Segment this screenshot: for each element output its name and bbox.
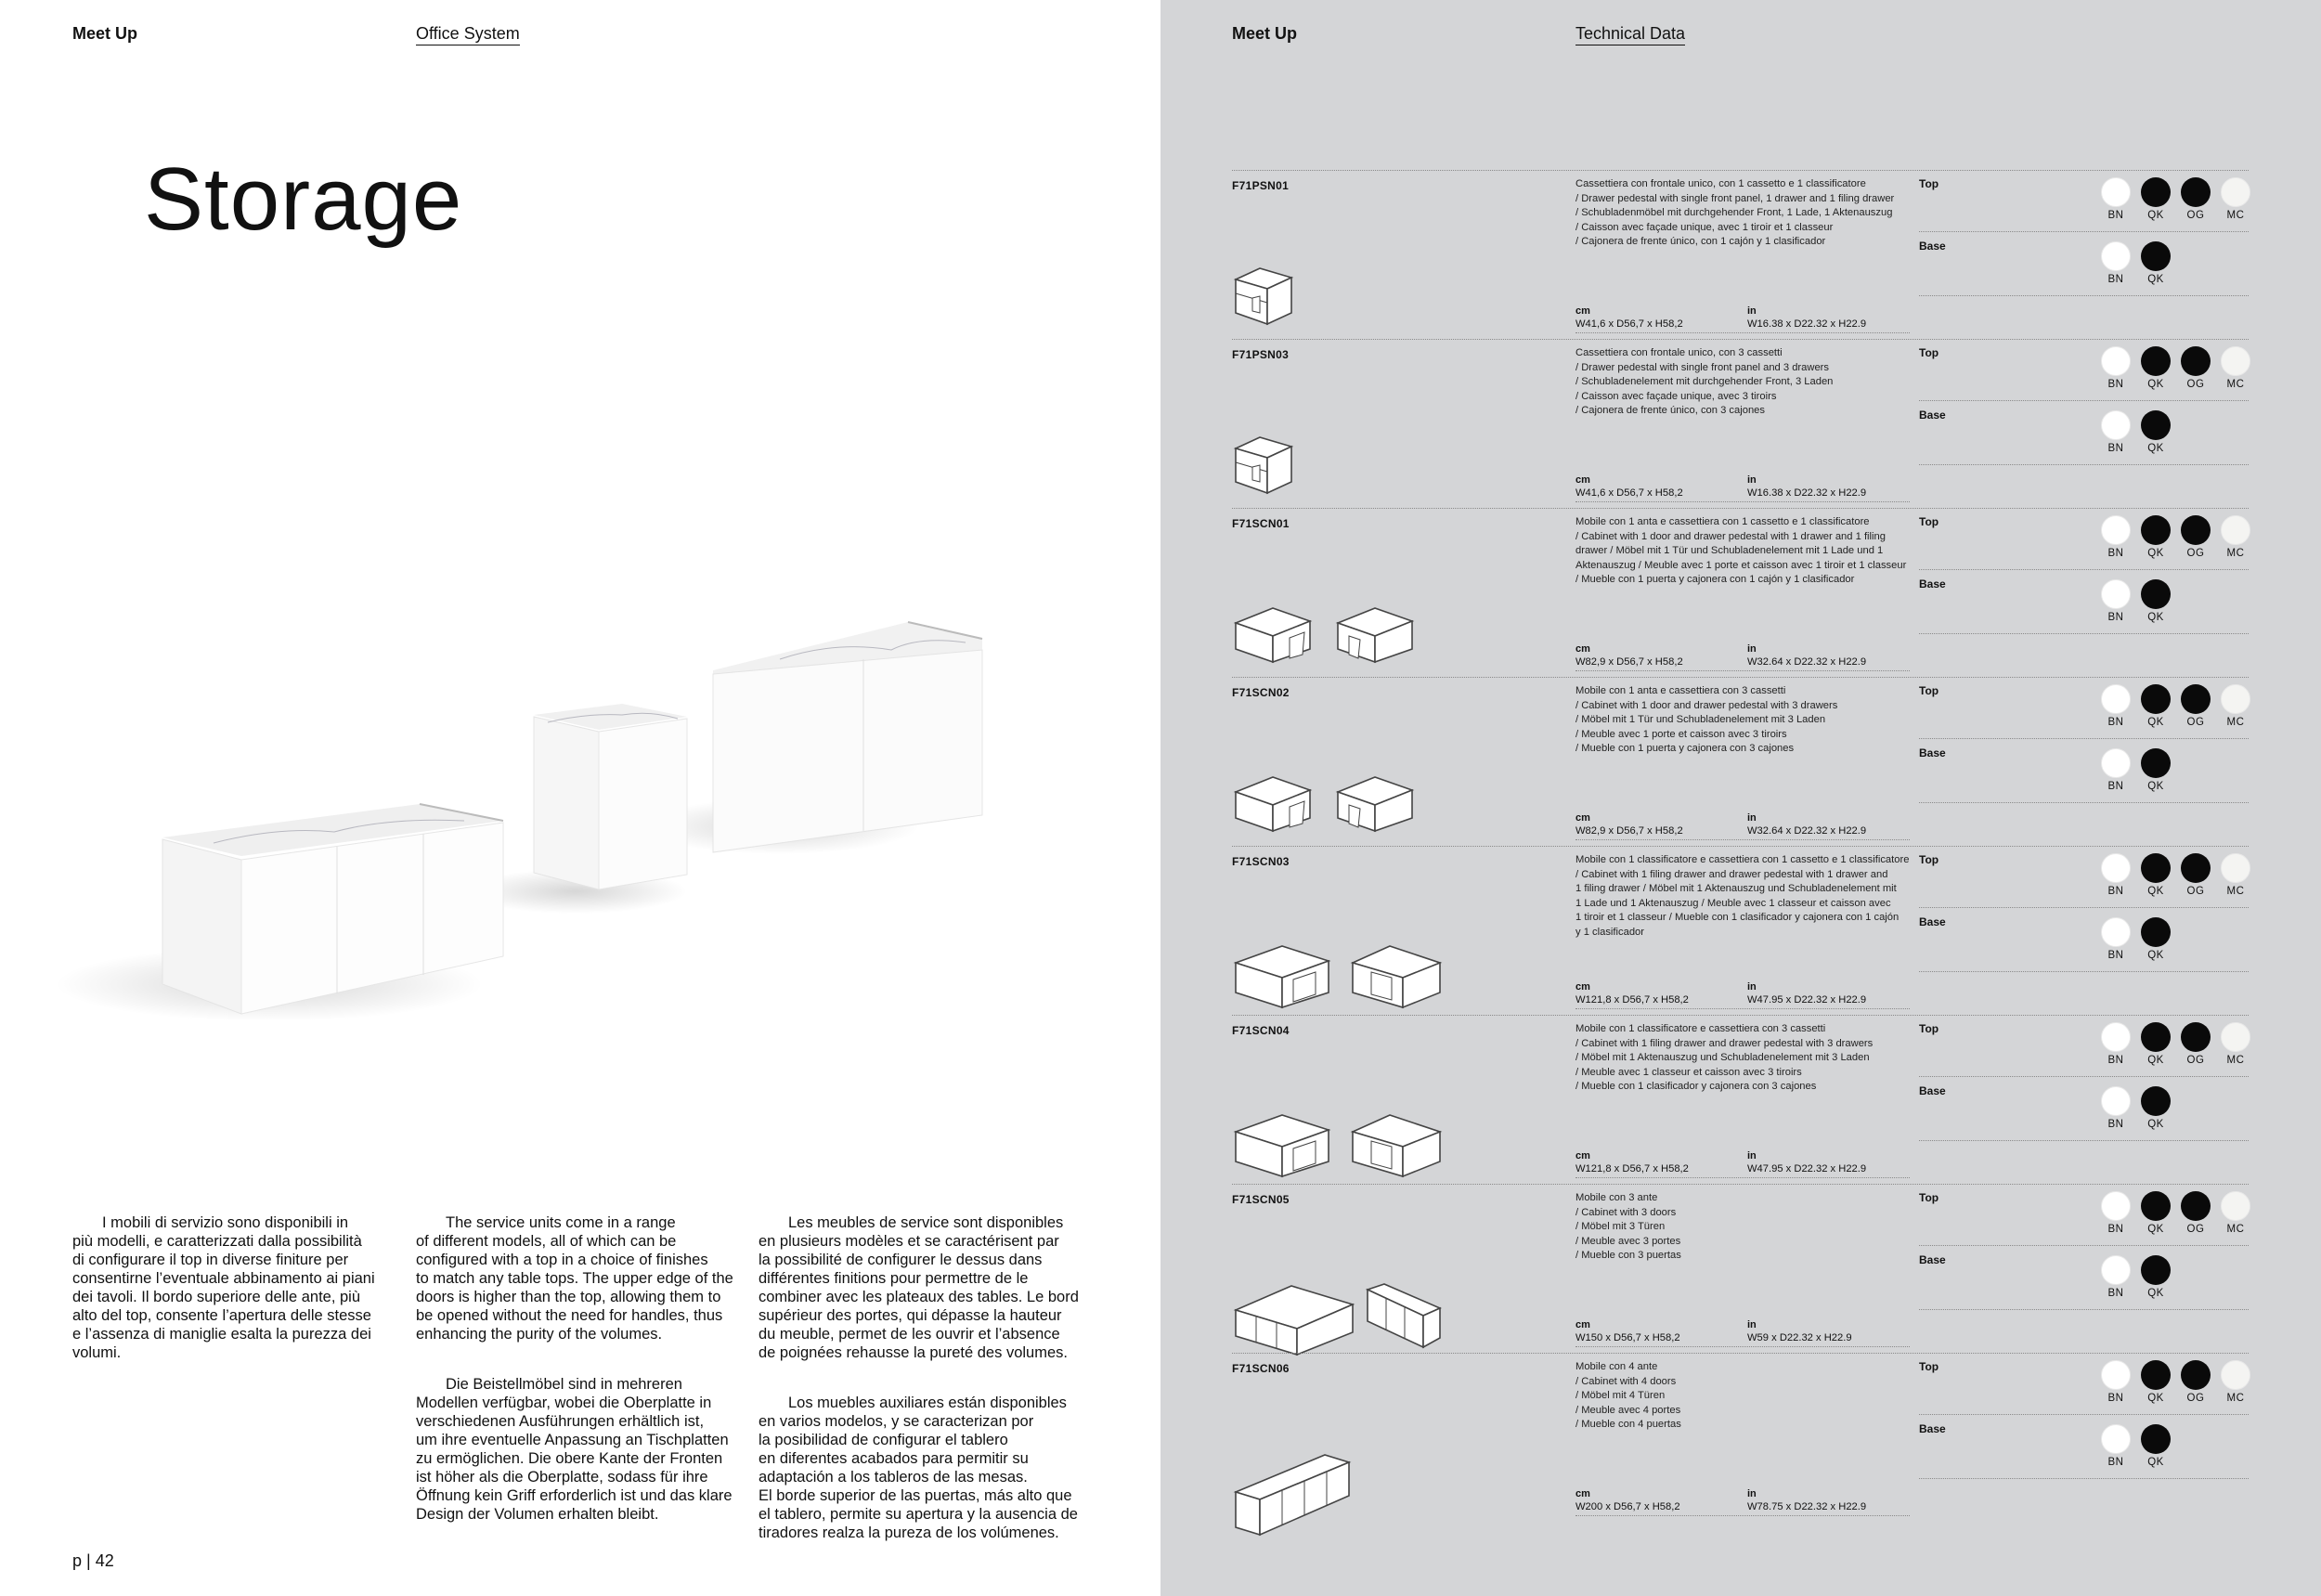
swatch-color xyxy=(2141,410,2171,440)
swatch-code: QK xyxy=(2147,379,2164,390)
base-finish-label: Base xyxy=(1919,1084,1946,1097)
swatch-color xyxy=(2181,684,2211,714)
swatch-code: MC xyxy=(2226,1393,2245,1404)
swatch-code: QK xyxy=(2147,274,2164,285)
finish-divider xyxy=(1919,1015,2249,1016)
swatch-color xyxy=(2181,346,2211,376)
paragraph-fr: Les meubles de service sont disponibles en plusieurs modèles et se caractérisent par la possibilité de configurer le dessus dans différentes finitions pour permettre de le combiner avec les plateaux des tables. Le bord supérieur des portes, qui dépasse la hauteur du meuble, permet de les ouvrir et l’absence de poignées rehausse la pureté des volumes. xyxy=(759,1214,1079,1361)
finish-divider xyxy=(1919,846,2249,847)
swatch-code: BN xyxy=(2107,781,2124,792)
finish-divider xyxy=(1919,677,2249,678)
swatch-code: BN xyxy=(2107,1393,2124,1404)
paragraph-de: Die Beistellmöbel sind in mehreren Modellen verfügbar, wobei die Oberplatte in verschiedenen Ausführungen erhältlich ist, um ihre eventuelle Anpassung an Tischplatten zu ermöglichen. Die obere Kante der Fronten ist höher als die Oberplatte, sodass für ihre Öffnung kein Griff erforderlich ist und das klare Design der Volumen erhalten bleibt. xyxy=(416,1376,733,1523)
base-finish-swatch[interactable] xyxy=(2101,579,2131,623)
swatch-color xyxy=(2101,346,2131,376)
size-cm: W150 x D56,7 x H58,2 xyxy=(1575,1332,1680,1343)
top-finish-swatch[interactable] xyxy=(2101,177,2131,221)
product-row xyxy=(1232,846,2249,1015)
finish-divider xyxy=(1919,1478,2249,1479)
swatch-color xyxy=(2101,1022,2131,1052)
top-finish-swatch[interactable] xyxy=(2101,515,2131,559)
base-finish-swatch[interactable] xyxy=(2101,748,2131,792)
base-finish-label: Base xyxy=(1919,577,1946,590)
section-label: Office System xyxy=(416,24,520,45)
size-cm: W41,6 x D56,7 x H58,2 xyxy=(1575,487,1683,499)
unit-in-label: in xyxy=(1747,643,1757,655)
product-row xyxy=(1232,1353,2249,1522)
finish-divider xyxy=(1919,633,2249,634)
top-finish-swatch[interactable] xyxy=(2221,1191,2250,1235)
size-in: W16.38 x D22.32 x H22.9 xyxy=(1747,318,1867,330)
product-sketch xyxy=(1232,770,1418,839)
finish-divider xyxy=(1919,1076,2249,1077)
swatch-code: MC xyxy=(2226,717,2245,728)
finish-divider xyxy=(1919,231,2249,232)
product-description: Mobile con 4 ante / Cabinet with 4 doors / Möbel mit 4 Türen / Meuble avec 4 portes / Mueble con 4 puertas xyxy=(1575,1361,1681,1431)
product-description: Cassettiera con frontale unico, con 3 cassetti / Drawer pedestal with single front panel and 3 drawers / Schubladenelement mit durchgehender Front, 3 Laden / Caisson avec façade unique, avec 3 tiroirs / Cajonera de frente único, con 3 cajones xyxy=(1575,347,1834,417)
swatch-color xyxy=(2141,1086,2171,1116)
left-page xyxy=(0,0,1160,1596)
product-row xyxy=(1232,677,2249,846)
swatch-color xyxy=(2101,1360,2131,1390)
swatch-code: MC xyxy=(2226,379,2245,390)
top-finish-label: Top xyxy=(1919,1191,1939,1204)
product-description: Mobile con 3 ante / Cabinet with 3 doors / Möbel mit 3 Türen / Meuble avec 3 portes / Mueble con 3 puertas xyxy=(1575,1192,1681,1262)
swatch-color xyxy=(2141,1022,2171,1052)
swatch-color xyxy=(2221,1022,2250,1052)
product-sketch xyxy=(1232,1108,1446,1187)
product-sketch xyxy=(1232,432,1297,501)
product-code: F71SCN02 xyxy=(1232,686,1290,699)
base-finish-label: Base xyxy=(1919,1253,1946,1266)
unit-cm-label: cm xyxy=(1575,981,1590,993)
finish-divider xyxy=(1919,170,2249,171)
finish-divider xyxy=(1919,738,2249,739)
product-row xyxy=(1232,170,2249,339)
swatch-color xyxy=(2101,410,2131,440)
swatch-code: BN xyxy=(2107,443,2124,454)
swatch-code: OG xyxy=(2186,886,2205,897)
swatch-color xyxy=(2101,177,2131,207)
swatch-color xyxy=(2141,684,2171,714)
swatch-code: QK xyxy=(2147,612,2164,623)
base-finish-swatch[interactable] xyxy=(2141,241,2171,285)
finish-divider xyxy=(1919,1414,2249,1415)
unit-cm-label: cm xyxy=(1575,1150,1590,1161)
section-label: Technical Data xyxy=(1575,24,1685,45)
swatch-color xyxy=(2141,1191,2171,1221)
size-in: W78.75 x D22.32 x H22.9 xyxy=(1747,1501,1867,1512)
paragraph-en: The service units come in a range of different models, all of which can be configured with a top in a choice of finishes to match any table tops. The upper edge of the doors is higher than the top, allowing them to be opened without the need for handles, thus enhancing the purity of the volumes. xyxy=(416,1214,733,1343)
product-description: Mobile con 1 anta e cassettiera con 3 cassetti / Cabinet with 1 door and drawer pedestal with 3 drawers / Möbel mit 1 Tür und Schubladenelement mit 3 Laden / Meuble avec 1 porte et caisson avec 3 tiroirs / Mueble con 1 puerta y cajonera con 3 cajones xyxy=(1575,685,1838,755)
product-description: Mobile con 1 classificatore e cassettiera con 3 cassetti / Cabinet with 1 filing drawer and drawer pedestal with 3 drawers / Möbel mit 1 Aktenauszug und Schubladenelement mit 3 Laden / Meuble avec 1 classeur et caisson avec 3 tiroirs / Mueble con 1 clasificador y cajonera con 3 cajones xyxy=(1575,1023,1874,1093)
swatch-code: BN xyxy=(2107,1055,2124,1066)
swatch-color xyxy=(2101,579,2131,609)
swatch-color xyxy=(2141,917,2171,947)
swatch-code: QK xyxy=(2147,1224,2164,1235)
swatch-color xyxy=(2141,748,2171,778)
top-finish-swatch[interactable] xyxy=(2181,1191,2211,1235)
swatch-code: MC xyxy=(2226,1224,2245,1235)
swatch-color xyxy=(2101,1424,2131,1454)
swatch-color xyxy=(2181,1022,2211,1052)
top-finish-swatch[interactable] xyxy=(2181,515,2211,559)
finish-divider xyxy=(1919,1309,2249,1310)
swatch-color xyxy=(2101,917,2131,947)
product-sketch xyxy=(1232,601,1418,670)
swatch-code: QK xyxy=(2147,886,2164,897)
finish-divider xyxy=(1919,971,2249,972)
base-finish-swatch[interactable] xyxy=(2101,917,2131,961)
unit-cm-label: cm xyxy=(1575,643,1590,655)
swatch-color xyxy=(2221,1360,2250,1390)
top-finish-label: Top xyxy=(1919,1360,1939,1373)
base-finish-swatch[interactable] xyxy=(2141,917,2171,961)
swatch-code: QK xyxy=(2147,950,2164,961)
text-column-fr-es xyxy=(759,1213,1093,1574)
product-row xyxy=(1232,1184,2249,1353)
unit-cm-label: cm xyxy=(1575,812,1590,824)
swatch-color xyxy=(2141,1360,2171,1390)
finish-divider xyxy=(1919,339,2249,340)
swatch-color xyxy=(2101,1191,2131,1221)
swatch-color xyxy=(2221,1191,2250,1221)
top-finish-swatch[interactable] xyxy=(2141,1022,2171,1066)
swatch-code: BN xyxy=(2107,886,2124,897)
swatch-code: MC xyxy=(2226,548,2245,559)
swatch-code: QK xyxy=(2147,1457,2164,1468)
product-code: F71SCN04 xyxy=(1232,1024,1290,1037)
swatch-color xyxy=(2141,1255,2171,1285)
product-description: Mobile con 1 anta e cassettiera con 1 cassetto e 1 classificatore / Cabinet with 1 door and drawer pedestal with 1 drawer and 1 filing drawer / Möbel mit 1 Tür und Schubladenelement mit 1 Lade und 1 Aktenauszug / Meuble avec 1 porte et caisson avec 1 tiroir et 1 classeur / Mueble con 1 puerta y cajonera con 1 cajón y 1 clasificador xyxy=(1575,516,1907,586)
swatch-color xyxy=(2221,684,2250,714)
top-finish-swatch[interactable] xyxy=(2221,346,2250,390)
swatch-color xyxy=(2101,748,2131,778)
finish-divider xyxy=(1919,464,2249,465)
swatch-code: QK xyxy=(2147,548,2164,559)
unit-in-label: in xyxy=(1747,981,1757,993)
swatch-code: BN xyxy=(2107,1119,2124,1130)
size-cm: W82,9 x D56,7 x H58,2 xyxy=(1575,656,1683,668)
top-finish-swatch[interactable] xyxy=(2141,1191,2171,1235)
size-in: W47.95 x D22.32 x H22.9 xyxy=(1747,994,1867,1006)
base-finish-swatch[interactable] xyxy=(2101,1086,2131,1130)
finish-divider xyxy=(1919,1245,2249,1246)
top-finish-swatch[interactable] xyxy=(2221,515,2250,559)
size-in: W32.64 x D22.32 x H22.9 xyxy=(1747,656,1867,668)
swatch-code: BN xyxy=(2107,1224,2124,1235)
finish-divider xyxy=(1919,1353,2249,1354)
swatch-color xyxy=(2221,346,2250,376)
swatch-code: BN xyxy=(2107,1288,2124,1299)
text-column-italian xyxy=(72,1213,407,1394)
size-cm: W82,9 x D56,7 x H58,2 xyxy=(1575,825,1683,837)
swatch-code: OG xyxy=(2186,1224,2205,1235)
swatch-code: QK xyxy=(2147,717,2164,728)
swatch-color xyxy=(2181,1360,2211,1390)
brand-label: Meet Up xyxy=(72,24,138,43)
size-in: W32.64 x D22.32 x H22.9 xyxy=(1747,825,1867,837)
top-finish-swatch[interactable] xyxy=(2221,1360,2250,1404)
swatch-code: MC xyxy=(2226,886,2245,897)
swatch-color xyxy=(2141,1424,2171,1454)
swatch-color xyxy=(2141,853,2171,883)
product-sketch xyxy=(1232,939,1446,1018)
unit-cm-label: cm xyxy=(1575,1488,1590,1499)
top-finish-swatch[interactable] xyxy=(2221,1022,2250,1066)
base-finish-label: Base xyxy=(1919,1422,1946,1435)
swatch-code: OG xyxy=(2186,717,2205,728)
top-finish-swatch[interactable] xyxy=(2181,1022,2211,1066)
swatch-code: BN xyxy=(2107,612,2124,623)
swatch-code: OG xyxy=(2186,379,2205,390)
swatch-color xyxy=(2101,1255,2131,1285)
top-finish-label: Top xyxy=(1919,346,1939,359)
swatch-color xyxy=(2141,579,2171,609)
base-finish-swatch[interactable] xyxy=(2101,241,2131,285)
base-finish-label: Base xyxy=(1919,409,1946,422)
page-title: Storage xyxy=(144,149,463,249)
finish-divider xyxy=(1919,569,2249,570)
swatch-code: QK xyxy=(2147,1288,2164,1299)
unit-cm-label: cm xyxy=(1575,305,1590,317)
size-in: W59 x D22.32 x H22.9 xyxy=(1747,1332,1852,1343)
base-finish-swatch[interactable] xyxy=(2141,410,2171,454)
size-cm: W41,6 x D56,7 x H58,2 xyxy=(1575,318,1683,330)
top-finish-swatch[interactable] xyxy=(2221,177,2250,221)
size-cm: W200 x D56,7 x H58,2 xyxy=(1575,1501,1680,1512)
base-finish-swatch[interactable] xyxy=(2141,1255,2171,1299)
swatch-code: OG xyxy=(2186,210,2205,221)
top-finish-swatch[interactable] xyxy=(2181,853,2211,897)
swatch-color xyxy=(2101,241,2131,271)
swatch-code: QK xyxy=(2147,443,2164,454)
page-number: p | 42 xyxy=(72,1551,114,1570)
base-finish-label: Base xyxy=(1919,240,1946,253)
swatch-code: BN xyxy=(2107,548,2124,559)
unit-cm-label: cm xyxy=(1575,1319,1590,1330)
swatch-color xyxy=(2221,177,2250,207)
swatch-code: OG xyxy=(2186,1055,2205,1066)
finish-divider xyxy=(1919,907,2249,908)
product-code: F71SCN06 xyxy=(1232,1362,1290,1375)
finish-divider xyxy=(1919,508,2249,509)
swatch-color xyxy=(2101,853,2131,883)
swatch-code: MC xyxy=(2226,1055,2245,1066)
top-finish-swatch[interactable] xyxy=(2141,1360,2171,1404)
unit-in-label: in xyxy=(1747,1488,1757,1499)
swatch-code: QK xyxy=(2147,1393,2164,1404)
base-finish-swatch[interactable] xyxy=(2141,1424,2171,1468)
swatch-code: QK xyxy=(2147,1119,2164,1130)
top-finish-label: Top xyxy=(1919,1022,1939,1035)
product-code: F71SCN01 xyxy=(1232,517,1290,530)
top-finish-swatch[interactable] xyxy=(2141,853,2171,897)
swatch-color xyxy=(2181,177,2211,207)
base-finish-swatch[interactable] xyxy=(2141,748,2171,792)
top-finish-swatch[interactable] xyxy=(2181,684,2211,728)
top-finish-swatch[interactable] xyxy=(2101,1022,2131,1066)
swatch-color xyxy=(2221,515,2250,545)
top-finish-swatch[interactable] xyxy=(2141,515,2171,559)
base-finish-swatch[interactable] xyxy=(2101,1255,2131,1299)
top-finish-swatch[interactable] xyxy=(2101,684,2131,728)
base-finish-swatch[interactable] xyxy=(2101,1424,2131,1468)
swatch-code: QK xyxy=(2147,781,2164,792)
product-code: F71SCN05 xyxy=(1232,1193,1290,1206)
swatch-color xyxy=(2181,515,2211,545)
top-finish-label: Top xyxy=(1919,515,1939,528)
top-finish-label: Top xyxy=(1919,684,1939,697)
swatch-code: BN xyxy=(2107,210,2124,221)
base-finish-label: Base xyxy=(1919,746,1946,759)
product-code: F71PSN03 xyxy=(1232,348,1290,361)
paragraph-it: I mobili di servizio sono disponibili in più modelli, e caratterizzati dalla possibilità di configurare il top in diverse finiture per consentirne l’eventuale abbinamento ai piani dei tavoli. Il bordo superiore delle ante, più alto del top, consente l’apertura delle stesse e l’assenza di maniglie esalta la purezza dei volumi. xyxy=(72,1214,375,1361)
product-code: F71SCN03 xyxy=(1232,855,1290,868)
top-finish-swatch[interactable] xyxy=(2101,1360,2131,1404)
finish-divider xyxy=(1919,1140,2249,1141)
swatch-code: BN xyxy=(2107,1457,2124,1468)
swatch-color xyxy=(2141,241,2171,271)
unit-in-label: in xyxy=(1747,474,1757,486)
finish-divider xyxy=(1919,295,2249,296)
top-finish-swatch[interactable] xyxy=(2141,684,2171,728)
text-column-en-de xyxy=(416,1213,750,1555)
base-finish-swatch[interactable] xyxy=(2141,579,2171,623)
swatch-code: BN xyxy=(2107,379,2124,390)
storage-units-image xyxy=(56,594,1040,1031)
swatch-color xyxy=(2221,853,2250,883)
swatch-code: BN xyxy=(2107,950,2124,961)
swatch-color xyxy=(2141,177,2171,207)
top-finish-label: Top xyxy=(1919,853,1939,866)
swatch-code: MC xyxy=(2226,210,2245,221)
swatch-code: OG xyxy=(2186,1393,2205,1404)
top-finish-swatch[interactable] xyxy=(2221,853,2250,897)
unit-in-label: in xyxy=(1747,305,1757,317)
unit-in-label: in xyxy=(1747,1150,1757,1161)
product-row xyxy=(1232,339,2249,508)
top-finish-swatch[interactable] xyxy=(2221,684,2250,728)
finish-divider xyxy=(1919,400,2249,401)
top-finish-label: Top xyxy=(1919,177,1939,190)
product-description: Mobile con 1 classificatore e cassettiera con 1 cassetto e 1 classificatore / Cabinet with 1 filing drawer and drawer pedestal with 1 drawer and 1 filing drawer / Möbel mit 1 Aktenauszug und Schubladenelement mit 1 Lade und 1 Aktenauszug / Meuble avec 1 classeur et caisson avec 1 tiroir et 1 classeur / Mueble con 1 clasificador y cajonera con 1 cajón y 1 clasificador xyxy=(1575,854,1910,938)
product-sketch xyxy=(1232,1277,1446,1365)
swatch-code: OG xyxy=(2186,548,2205,559)
finish-divider xyxy=(1919,1184,2249,1185)
swatch-code: BN xyxy=(2107,717,2124,728)
swatch-code: BN xyxy=(2107,274,2124,285)
product-sketch xyxy=(1232,263,1297,332)
top-finish-swatch[interactable] xyxy=(2181,1360,2211,1404)
swatch-code: QK xyxy=(2147,210,2164,221)
swatch-color xyxy=(2141,346,2171,376)
top-finish-swatch[interactable] xyxy=(2101,853,2131,897)
top-finish-swatch[interactable] xyxy=(2141,177,2171,221)
unit-in-label: in xyxy=(1747,1319,1757,1330)
brand-label: Meet Up xyxy=(1232,24,1298,43)
top-finish-swatch[interactable] xyxy=(2101,1191,2131,1235)
swatch-code: QK xyxy=(2147,1055,2164,1066)
swatch-color xyxy=(2101,1086,2131,1116)
swatch-color xyxy=(2101,684,2131,714)
top-finish-swatch[interactable] xyxy=(2101,346,2131,390)
unit-in-label: in xyxy=(1747,812,1757,824)
swatch-color xyxy=(2101,515,2131,545)
size-in: W16.38 x D22.32 x H22.9 xyxy=(1747,487,1867,499)
unit-cm-label: cm xyxy=(1575,474,1590,486)
finish-divider xyxy=(1919,802,2249,803)
product-sketch xyxy=(1232,1446,1353,1543)
size-cm: W121,8 x D56,7 x H58,2 xyxy=(1575,1163,1689,1174)
top-finish-swatch[interactable] xyxy=(2181,177,2211,221)
paragraph-es: Los muebles auxiliares están disponibles en varios modelos, y se caracterizan por la posibilidad de configurar el tablero en diferentes acabados para permitir su adaptación a los tableros de las mesas. El borde superior de las puertas, más alto que el tablero, permite su apertura y la ausencia de tiradores realza la pureza de los volúmenes. xyxy=(759,1395,1078,1541)
top-finish-swatch[interactable] xyxy=(2141,346,2171,390)
base-finish-swatch[interactable] xyxy=(2101,410,2131,454)
base-finish-swatch[interactable] xyxy=(2141,1086,2171,1130)
swatch-color xyxy=(2181,1191,2211,1221)
swatch-color xyxy=(2141,515,2171,545)
product-row xyxy=(1232,1015,2249,1184)
product-code: F71PSN01 xyxy=(1232,179,1290,192)
base-finish-label: Base xyxy=(1919,915,1946,928)
product-description: Cassettiera con frontale unico, con 1 cassetto e 1 classificatore / Drawer pedestal with single front panel, 1 drawer and 1 filing drawer / Schubladenmöbel mit durchgehender Front, 1 Lade, 1 Aktenauszug / Caisson avec façade unique, avec 1 tiroir et 1 classeur / Cajonera de frente único, con 1 cajón y 1 clasificador xyxy=(1575,178,1895,248)
size-cm: W121,8 x D56,7 x H58,2 xyxy=(1575,994,1689,1006)
top-finish-swatch[interactable] xyxy=(2181,346,2211,390)
product-row xyxy=(1232,508,2249,677)
size-in: W47.95 x D22.32 x H22.9 xyxy=(1747,1163,1867,1174)
swatch-color xyxy=(2181,853,2211,883)
